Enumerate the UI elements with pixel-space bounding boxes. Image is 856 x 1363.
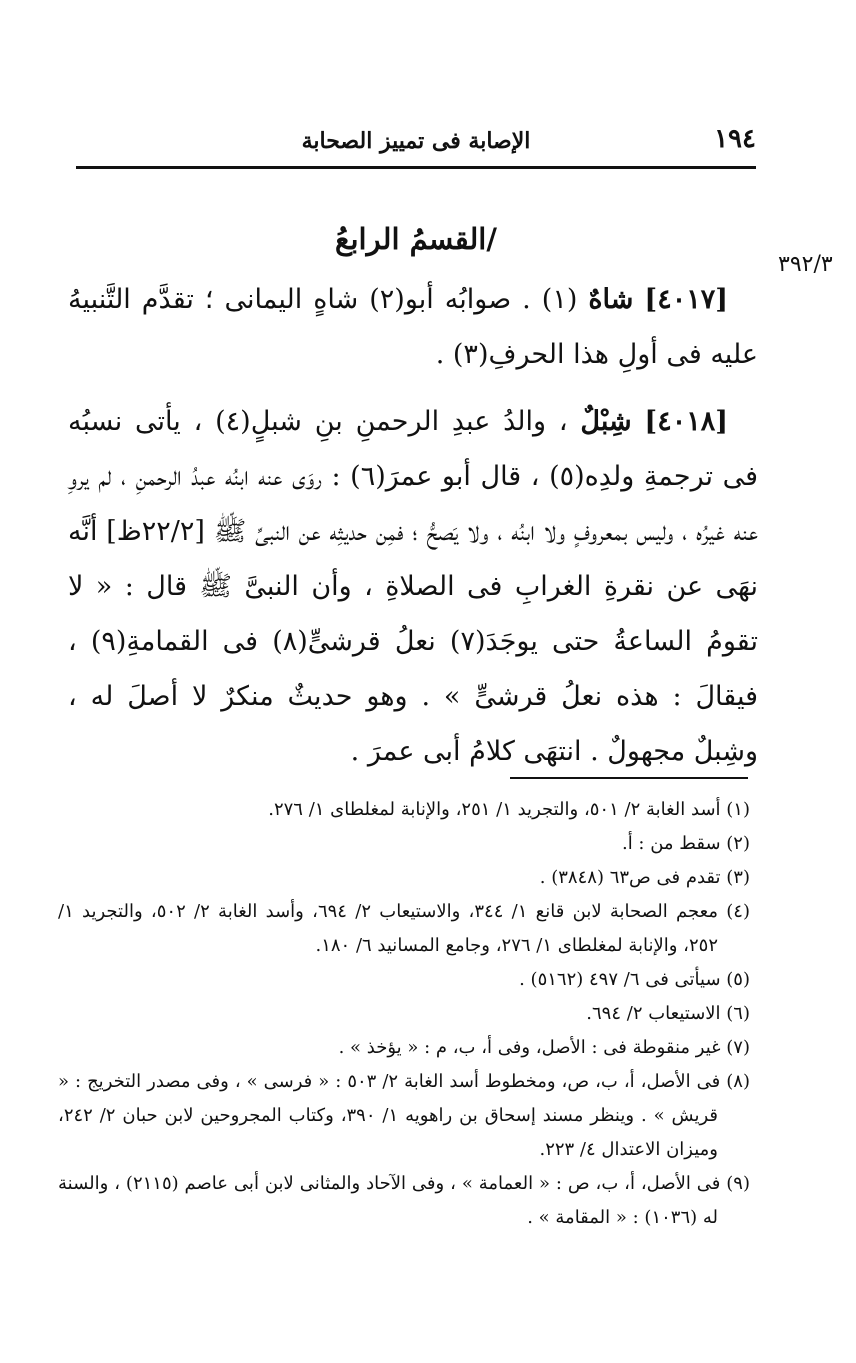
running-title: الإصابة فى تمييز الصحابة [301, 128, 531, 154]
margin-reference: ٣٩٢/٣ [778, 252, 833, 277]
entry-4018 [68, 394, 758, 779]
footnote-3: (٣) تقدم فى ص٦٣ (٣٨٤٨) . [539, 867, 750, 888]
section-title: /القسمُ الرابعُ [335, 222, 497, 256]
entry-4017 [68, 272, 758, 382]
entry-text: ، والدُ عبدِ الرحمنِ بنِ شبلٍ(٤) ، يأتى نسبُه فى ترجمةِ ولدِه(٥) ، قال أبو عمرَ(٦) : روَى عنه ابنُه عبدُ الرحمنِ ، لم يروِ عنه غيرُه ، وليس بمعروفٍ ولا ابنُه ، ولا يَصحُّ ؛ فمِن حديثِه عن النبىِّ ﷺ [٢٢/٢ظ] أنَّه نهَى عن نقرةِ الغرابِ فى الصلاةِ ، وأن النبىَّ ﷺ قال : « لا تقومُ الساعةُ حتى يوجَدَ(٧) نعلُ قرشىٍّ(٨) فى القمامةِ(٩) ، فيقالَ : هذه نعلُ قرشىٍّ » . وهو حديثٌ منكرٌ لا أصلَ له ، وشِبلٌ مجهولٌ . انتهَى كلامُ أبى عمرَ . [68, 406, 759, 767]
footnote-6: (٦) الاستيعاب ٢/ ٦٩٤. [586, 1003, 750, 1024]
header-rule [76, 166, 756, 169]
footnote-1: (١) أسد الغابة ٢/ ٥٠١، والتجريد ١/ ٢٥١، والإنابة لمغلطاى ١/ ٢٧٦. [268, 799, 750, 820]
main-text [68, 272, 758, 791]
entry-text: (١) . صوابُه أبو(٢) شاهٍ اليمانى ؛ تقدَّم التَّنبيهُ عليه فى أولِ هذا الحرفِ(٣) . [68, 284, 758, 370]
footnote-8: (٨) فى الأصل، أ، ب، ص، ومخطوط أسد الغابة ٢/ ٥٠٣ : « فرسى » ، وفى مصدر التخريج : « قريش » . وينظر مسند إسحاق بن راهويه ١/ ٣٩٠، وكتاب المجروحين لابن حبان ٢/ ٢٤٢، وميزان الاعتدال ٤/ ٢٢٣. [58, 1071, 750, 1160]
entry-number: [٤٠١٧] [644, 284, 728, 315]
footnotes [58, 793, 750, 1235]
entry-number: [٤٠١٨] [644, 406, 728, 437]
footnote-9: (٩) فى الأصل، أ، ب، ص : « العمامة » ، وفى الآحاد والمثانى لابن أبى عاصم (٢١١٥) ، والسنة له (١٠٣٦) : « المقامة » . [58, 1173, 750, 1228]
entry-name: شاهٌ [588, 284, 634, 315]
footnote-4: (٤) معجم الصحابة لابن قانع ١/ ٣٤٤، والاستيعاب ٢/ ٦٩٤، وأسد الغابة ٢/ ٥٠٢، والتجريد ١/ ٢٥٢، والإنابة لمغلطاى ١/ ٢٧٦، وجامع المسانيد ٦/ ١٨٠. [58, 901, 750, 956]
footnote-5: (٥) سيأتى فى ٦/ ٤٩٧ (٥١٦٢) . [519, 969, 750, 990]
page-header [76, 124, 756, 160]
footnote-rule [510, 777, 748, 779]
footnote-2: (٢) سقط من : أ. [621, 833, 750, 854]
entry-name: شِبْلٌ [580, 406, 632, 437]
page-number: ١٩٤ [714, 124, 756, 154]
footnote-7: (٧) غير منقوطة فى : الأصل، وفى أ، ب، م : « يؤخذ » . [338, 1037, 750, 1058]
